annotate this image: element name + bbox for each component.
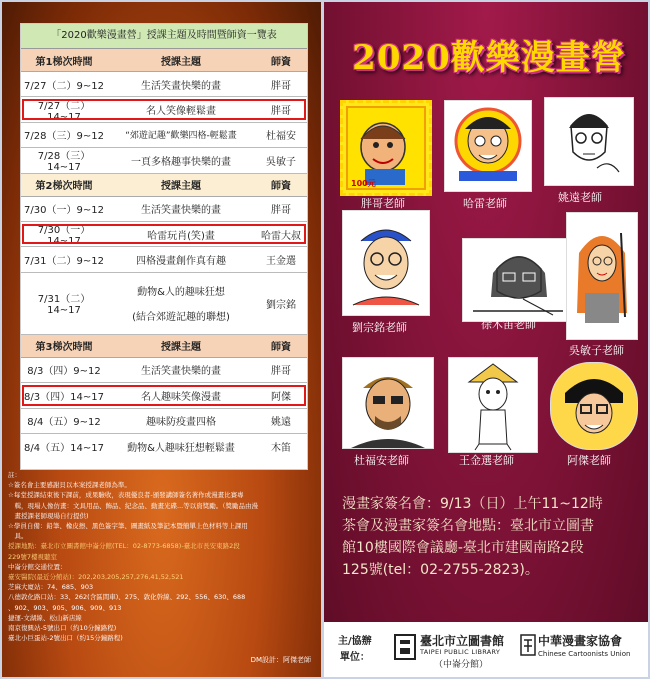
notes-line: ☆學員自備：鉛筆、橡皮擦、黑色簽字筆、圖畫紙及筆記本暨簡單上色材料等上課用	[8, 522, 248, 531]
caricature-icon	[343, 211, 429, 315]
cartoon-portrait-halei	[444, 100, 532, 192]
library-eng-name: TAIPEI PUBLIC LIBRARY	[420, 648, 501, 656]
schedule-table	[20, 23, 308, 470]
notes-line: 畫授課老師現場自行提供)	[8, 511, 89, 520]
notes-line: ☆每堂授課結束後下課前，成果驗收，表現優良者-頒發講師簽名著作或漫畫比賽專	[8, 491, 244, 500]
teacher-caption: 徐木笛老師	[481, 318, 536, 331]
schedule-panel	[2, 2, 321, 677]
table-title: 「2020歡樂漫畫營」授課主題及時間暨師資一覽表	[21, 24, 307, 49]
library-icon	[394, 634, 416, 660]
teacher-caption: 吳敏子老師	[569, 344, 624, 357]
library-name: 臺北市立圖書館	[420, 634, 505, 648]
table-row: 7/27（二）9~12 生活笑畫快樂的畫 胖哥	[21, 72, 307, 97]
table-row: 7/30（一）9~12 生活笑畫快樂的畫 胖哥	[21, 197, 307, 222]
table-row: 7/28（三）9~12 “郊遊記趣”歡樂四格-輕鬆畫 杜福安	[21, 123, 307, 148]
teacher-caption: 杜福安老師	[354, 454, 409, 467]
notes-line: 中崙分館交通位置：	[8, 562, 67, 571]
notes-line: 授課地點：臺北市立圖書館中崙分館(TEL：02-8773-6858)-臺北市長安東路2段	[8, 542, 240, 551]
table-row: 8/4（五）9~12 趣味防疫畫四格 姚遠	[21, 409, 307, 434]
table-row: 7/31（二）9~12 四格漫畫創作真有趣 王金選	[21, 247, 307, 272]
info-line: 館10樓國際會議廳-臺北市建國南路2段	[342, 540, 584, 556]
caricature-icon	[463, 239, 575, 321]
section-header-2: 第2梯次時間 授課主題 師資	[21, 174, 307, 197]
info-line: 125號(tel：02-2755-2823)。	[342, 562, 539, 578]
notes-line: 具。	[8, 532, 28, 541]
association-logo	[520, 630, 648, 670]
association-name: 中華漫畫家協會	[538, 634, 623, 648]
notes-line: 229號7樓視聽室	[8, 552, 58, 561]
table-row-highlighted: 8/3（四）14~17 名人趣味笑像漫畫 阿傑	[21, 383, 307, 408]
table-row-tall: 7/31（二）14~17 動物&人的趣味狂想 (結合郊遊記趣的聯想) 劉宗銘	[21, 273, 307, 335]
notes-block	[8, 470, 316, 643]
host-label: 主/協辦 單位：	[338, 636, 372, 663]
caricature-icon	[445, 101, 531, 191]
cartoon-portrait-liuzongming	[342, 210, 430, 316]
notes-line: ☆簽名會主要感謝貝以本案授課老師為準。	[8, 481, 131, 490]
signing-event-info	[342, 493, 642, 581]
section-header-3: 第3梯次時間 授課主題 師資	[21, 335, 307, 358]
poster-panel	[324, 2, 648, 677]
poster-title: 2020歡樂漫畫營	[352, 38, 626, 78]
cartoon-portrait-wuminzi	[566, 212, 638, 340]
teacher-caption: 姚遠老師	[558, 191, 602, 204]
cartoon-portrait-dufuan	[342, 357, 434, 449]
organizer-footer	[324, 622, 648, 677]
table-row: 7/28（三）14~17 一頁多格趣事快樂的畫 吳敏子	[21, 148, 307, 173]
caricature-icon	[551, 363, 637, 449]
caricature-icon	[343, 358, 433, 448]
caricature-icon	[567, 213, 637, 339]
notes-line: 、902、903、905、906、909、913	[8, 603, 122, 612]
cartoon-portrait-xumudi	[462, 238, 576, 322]
notes-line: 芝麻大廈站：74、685、903	[8, 583, 94, 592]
table-row: 8/4（五）14~17 動物&人趣味狂想輕鬆畫 木笛	[24, 443, 291, 455]
teacher-caption: 哈雷老師	[463, 197, 507, 210]
cartoon-portrait-ajie	[550, 362, 638, 450]
info-line: 茶會及漫畫家簽名會地點：臺北市立圖書	[342, 518, 594, 534]
notes-line: 南京復興站-5號出口（約10分鐘路程)	[8, 624, 117, 633]
section-header-1: 第1梯次時間 授課主題 師資	[21, 49, 307, 72]
notes-line: 註：	[8, 471, 21, 479]
notes-line: 捷運-文湖線、松山新店線	[8, 613, 82, 622]
caricature-icon	[545, 98, 633, 185]
table-row: 8/3（四）9~12 生活笑畫快樂的畫 胖哥	[21, 358, 307, 383]
library-branch: （中崙分館）	[434, 660, 489, 670]
stamp-value: 100元	[351, 179, 376, 188]
table-row-highlighted: 7/30（一）14~17 哈雷玩肖(笑)畫 哈雷大叔	[21, 222, 307, 247]
cartoon-portrait-panggo	[340, 100, 432, 196]
notes-line: 八德敦化路口站：33、262(含區間車)、275、敦化幹線、292、556、630、688	[8, 593, 246, 602]
library-logo	[394, 630, 514, 670]
dm-credit: DM設計：阿傑老師	[250, 656, 311, 664]
notes-line: 臺北小巨蛋站-2號出口（約15分鐘路程)	[8, 634, 123, 643]
table-row-highlighted: 7/27（二）14~17 名人笑像輕鬆畫 胖哥	[21, 97, 307, 122]
teacher-caption: 劉宗銘老師	[352, 321, 407, 334]
cartoon-portrait-yaoyuan	[544, 97, 634, 186]
cartoon-portrait-wangjinxuan	[448, 357, 538, 453]
teacher-caption: 王金選老師	[459, 454, 514, 467]
info-line: 漫畫家簽名會：9/13（日）上午11~12時	[342, 496, 603, 512]
association-eng-name: Chinese Cartoonists Union	[538, 650, 631, 658]
notes-line: 臺安醫院(最近分館站)：202,203,205,257,276,41,52,521	[8, 573, 184, 582]
caricature-icon	[449, 358, 537, 452]
teacher-caption: 胖哥老師	[361, 197, 405, 210]
notes-line: 輯，現場人像仿畫：文具用品、飾品、紀念品、動畫光碟...等以資獎勵。（獎勵品由漫	[8, 501, 258, 510]
association-icon	[520, 634, 536, 656]
teacher-caption: 阿傑老師	[567, 454, 611, 467]
